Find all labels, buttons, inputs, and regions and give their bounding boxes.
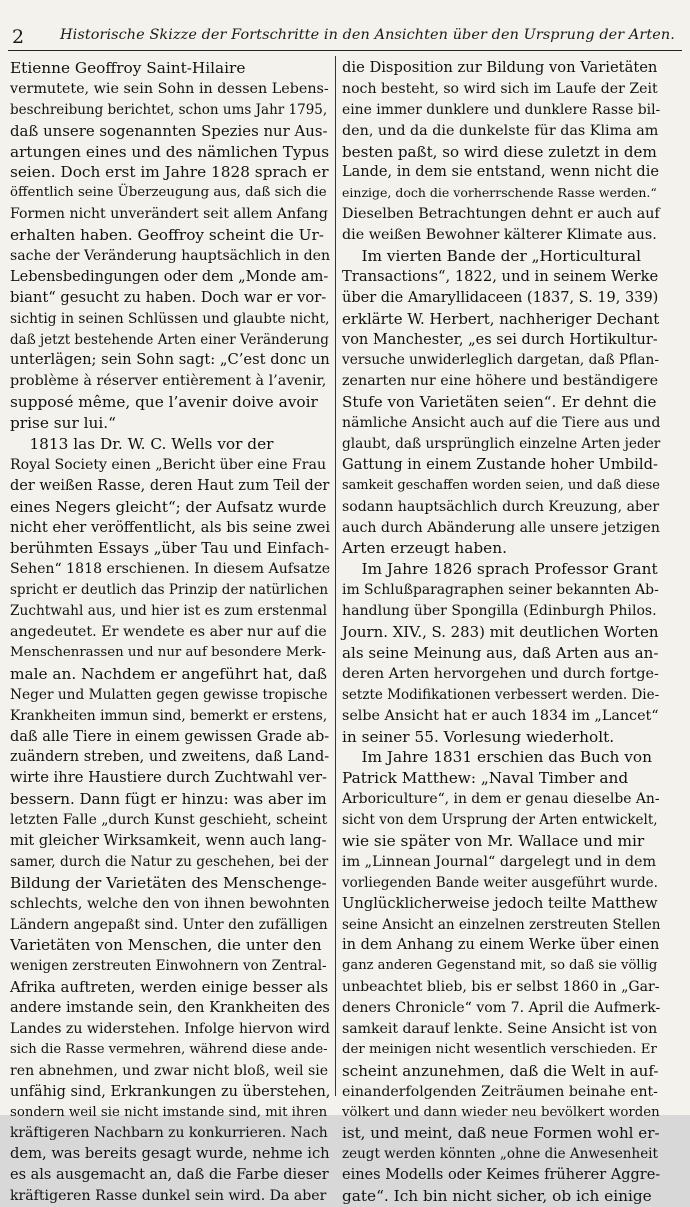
text-line: wie sie später von Mr. Wallace und mir — [342, 831, 645, 850]
text-line: völkert und dann wieder neu bevölkert worden — [342, 1104, 660, 1120]
text-line: samkeit geschaffen worden seien, und daß diese — [342, 477, 660, 493]
running-head: Historische Skizze der Fortschritte in den Ansichten über den Ursprung der Arten. — [60, 27, 675, 43]
page-number: 2 — [12, 26, 25, 48]
text-line: Bildung der Varietäten des Menschenge- — [10, 873, 327, 892]
text-line: seine Ansicht an einzelnen zerstreuten Stellen — [342, 916, 661, 933]
text-line: Gattung in einem Zustande hoher Umbild- — [342, 455, 658, 473]
left-column — [10, 58, 330, 1207]
text-line: Lande, in dem sie entstand, wenn nicht die — [342, 164, 659, 181]
text-line: einanderfolgenden Zeiträumen beinahe ent- — [342, 1083, 658, 1100]
text-line: über die Amaryllidaceen (1837, S. 19, 339) — [342, 289, 659, 306]
text-line: zenarten nur eine höhere und beständigere — [342, 373, 659, 390]
text-line: wenigen zerstreuten Einwohnern von Zentral- — [10, 958, 327, 975]
text-line: Sehen“ 1818 erschienen. In diesem Aufsatze — [10, 561, 331, 578]
text-line: beschreibung berichtet, schon ums Jahr 1795, — [10, 101, 328, 118]
column-divider — [335, 56, 336, 1096]
text-line: Afrika auftreten, werden einige besser als — [10, 978, 329, 997]
text-line: sache der Veränderung hauptsächlich in den — [10, 248, 331, 265]
text-line: noch besteht, so wird sich im Laufe der Zeit — [342, 80, 658, 97]
text-line: dem, was bereits gesagt wurde, nehme ich — [10, 1145, 330, 1163]
text-line: ganz anderen Gegenstand mit, so daß sie völlig — [342, 958, 658, 974]
text-line: Dieselben Betrachtungen dehnt er auch auf — [342, 206, 660, 223]
text-line: artungen eines und des nämlichen Typus — [10, 142, 330, 161]
text-line: ren abnehmen, und zwar nicht bloß, weil sie — [10, 1062, 329, 1079]
text-line: ist, und meint, daß neue Formen wohl er- — [342, 1124, 660, 1143]
text-line: problème à réserver entièrement à l’avenir, — [10, 373, 327, 390]
text-line: 1813 las Dr. W. C. Wells vor der — [10, 435, 274, 454]
text-line: die weißen Bewohner kälterer Klimate aus. — [342, 227, 657, 244]
text-line: es als ausgemacht an, daß die Farbe dieser — [10, 1167, 329, 1184]
text-line: gate“. Ich bin nicht sicher, ob ich einige — [342, 1187, 652, 1206]
header-rule — [8, 50, 682, 51]
text-line: der meinigen nicht wesentlich verschieden. Er — [342, 1041, 657, 1057]
text-line: selbe Ansicht hat er auch 1834 im „Lancet“ — [342, 707, 659, 724]
text-line: mit gleicher Wirksamkeit, wenn auch lang- — [10, 832, 327, 849]
text-line: berühmten Essays „über Tau und Einfach- — [10, 539, 330, 558]
text-line: bessern. Dann fügt er hinzu: was aber im — [10, 790, 327, 809]
text-line: in seiner 55. Vorlesung wiederholt. — [342, 727, 615, 746]
text-line: glaubt, daß ursprünglich einzelne Arten jeder — [342, 436, 661, 453]
text-line: als seine Meinung aus, daß Arten aus an- — [342, 643, 659, 662]
text-line: Stufe von Varietäten seien“. Er dehnt die — [342, 393, 657, 412]
text-line: prise sur lui.“ — [10, 414, 116, 433]
text-line: unbeachtet blieb, bis er selbst 1860 in „Gar- — [342, 979, 660, 996]
text-line: Arboriculture“, in dem er genau dieselbe An- — [342, 791, 660, 808]
text-line: auch durch Abänderung alle unsere jetzigen — [342, 519, 660, 536]
text-line: seien. Doch erst im Jahre 1828 sprach er — [10, 163, 329, 182]
page-header — [0, 22, 690, 48]
text-line: erklärte W. Herbert, nachheriger Dechant — [342, 309, 660, 328]
text-line: Zuchtwahl aus, und hier ist es zum erstenmal — [10, 603, 328, 620]
text-line: handlung über Spongilla (Edinburgh Philos. — [342, 603, 657, 620]
text-line: kräftigeren Nachbarn zu konkurrieren. Nach — [10, 1125, 328, 1142]
text-line: Im vierten Bande der „Horticultural — [342, 247, 642, 266]
text-line: daß jetzt bestehende Arten einer Veränderung — [10, 331, 329, 348]
text-line: unfähig sind, Erkrankungen zu überstehen, — [10, 1083, 331, 1100]
text-line: male an. Nachdem er angeführt hat, daß — [10, 664, 327, 683]
text-line: sicht von dem Ursprung der Arten entwickelt, — [342, 812, 658, 829]
text-line: Transactions“, 1822, und in seinem Werke — [342, 267, 659, 285]
text-line: schlechts, welche den von ihnen bewohnten — [10, 895, 330, 912]
text-line: zeugt werden könnten „ohne die Anwesenheit — [342, 1146, 658, 1163]
text-line: Krankheiten immun sind, bemerkt er erstens, — [10, 707, 328, 724]
text-line: im Schlußparagraphen seiner bekannten Ab- — [342, 582, 659, 599]
text-line: unterlägen; sein Sohn sagt: „C’est donc un — [10, 351, 330, 369]
text-line: versuche unwiderleglich dargetan, daß Pflan- — [342, 352, 659, 369]
text-line: Journ. XIV., S. 283) mit deutlichen Worten — [342, 623, 659, 642]
text-line: samkeit darauf lenkte. Seine Ansicht ist von — [342, 1020, 658, 1037]
text-line: Menschenrassen und nur auf besondere Merk- — [10, 644, 326, 660]
text-line: Etienne Geoffroy Saint-Hilaire — [10, 59, 246, 77]
text-line: Landes zu widerstehen. Infolge hiervon wird — [10, 1020, 330, 1037]
text-line: Im Jahre 1826 sprach Professor Grant — [342, 560, 658, 579]
text-line: der weißen Rasse, deren Haut zum Teil der — [10, 477, 330, 494]
text-line: sichtig in seinen Schlüssen und glaubte nicht, — [10, 310, 330, 327]
text-line: Lebensbedingungen oder dem „Monde am- — [10, 268, 329, 285]
text-line: die Disposition zur Bildung von Varietäten — [342, 59, 658, 76]
text-line: daß unsere sogenannten Spezies nur Aus- — [10, 121, 328, 140]
text-line: in dem Anhang zu einem Werke über einen — [342, 937, 660, 954]
text-line: supposé même, que l’avenir doive avoir — [10, 393, 318, 412]
text-line: Royal Society einen „Bericht über eine Frau — [10, 456, 327, 473]
text-line: angedeutet. Er wendete es aber nur auf die — [10, 624, 327, 641]
text-line: den, und da die dunkelste für das Klima am — [342, 122, 659, 139]
text-line: letzten Falle „durch Kunst geschieht, scheint — [10, 812, 328, 829]
text-line: spricht er deutlich das Prinzip der natürlichen — [10, 582, 329, 599]
text-line: vorliegenden Bande weiter ausgeführt wurde. — [342, 874, 658, 891]
text-line: andere imstande sein, den Krankheiten des — [10, 1000, 330, 1017]
text-line: kräftigeren Rasse dunkel sein wird. Da aber — [10, 1188, 327, 1205]
text-line: Ländern angepaßt sind. Unter den zufälligen — [10, 916, 328, 933]
text-line: erhalten haben. Geoffroy scheint die Ur- — [10, 226, 324, 245]
text-line: Formen nicht unverändert seit allem Anfang — [10, 206, 328, 223]
text-line: im „Linnean Journal“ dargelegt und in dem — [342, 853, 657, 870]
text-line: vermutete, wie sein Sohn in dessen Lebens- — [10, 80, 329, 97]
text-line: besten paßt, so wird diese zuletzt in dem — [342, 142, 657, 161]
text-line: deren Arten hervorgehen und durch fortge- — [342, 665, 659, 682]
text-line: sich die Rasse vermehren, während diese ande- — [10, 1041, 328, 1057]
text-line: einzige, doch die vorherrschende Rasse werden.“ — [342, 185, 657, 201]
text-line: wirte ihre Haustiere durch Zuchtwahl ver- — [10, 769, 327, 787]
text-line: deners Chronicle“ vom 7. April die Aufmerk- — [342, 1000, 661, 1017]
text-line: von Manchester, „es sei durch Hortikultur- — [342, 331, 658, 348]
text-line: Unglücklicherweise jedoch teilte Matthew — [342, 894, 658, 912]
text-line: daß alle Tiere in einem gewissen Grade ab- — [10, 728, 330, 745]
text-line: biant“ gesucht zu haben. Doch war er vor- — [10, 288, 327, 306]
text-line: öffentlich seine Überzeugung aus, daß sich die — [10, 185, 327, 201]
text-line: setzte Modifikationen verbessert werden. Die- — [342, 686, 660, 703]
text-line: scheint anzunehmen, daß die Welt in auf- — [342, 1061, 659, 1080]
right-column — [342, 58, 660, 1207]
text-line: eine immer dunklere und dunklere Rasse bil- — [342, 101, 661, 118]
text-line: nämliche Ansicht auch auf die Tiere aus und — [342, 415, 661, 432]
text-line: eines Modells oder Keimes früherer Aggre- — [342, 1167, 661, 1184]
text-line: sodann hauptsächlich durch Kreuzung, aber — [342, 498, 660, 515]
text-line: zuändern streben, und zweitens, daß Land- — [10, 749, 330, 766]
text-line: sondern weil sie nicht imstande sind, mit ihren — [10, 1104, 328, 1120]
text-line: samer, durch die Natur zu geschehen, bei der — [10, 853, 329, 870]
text-line: Patrick Matthew: „Naval Timber and — [342, 769, 629, 788]
text-line: Im Jahre 1831 erschien das Buch von — [342, 748, 652, 767]
text-line: Arten erzeugt haben. — [342, 539, 507, 558]
text-line: Neger und Mulatten gegen gewisse tropische — [10, 686, 328, 703]
text-line: Varietäten von Menschen, die unter den — [10, 936, 322, 955]
text-line: nicht eher veröffentlicht, als bis seine zwei — [10, 518, 331, 536]
text-line: eines Negers gleicht“; der Aufsatz wurde — [10, 497, 327, 516]
